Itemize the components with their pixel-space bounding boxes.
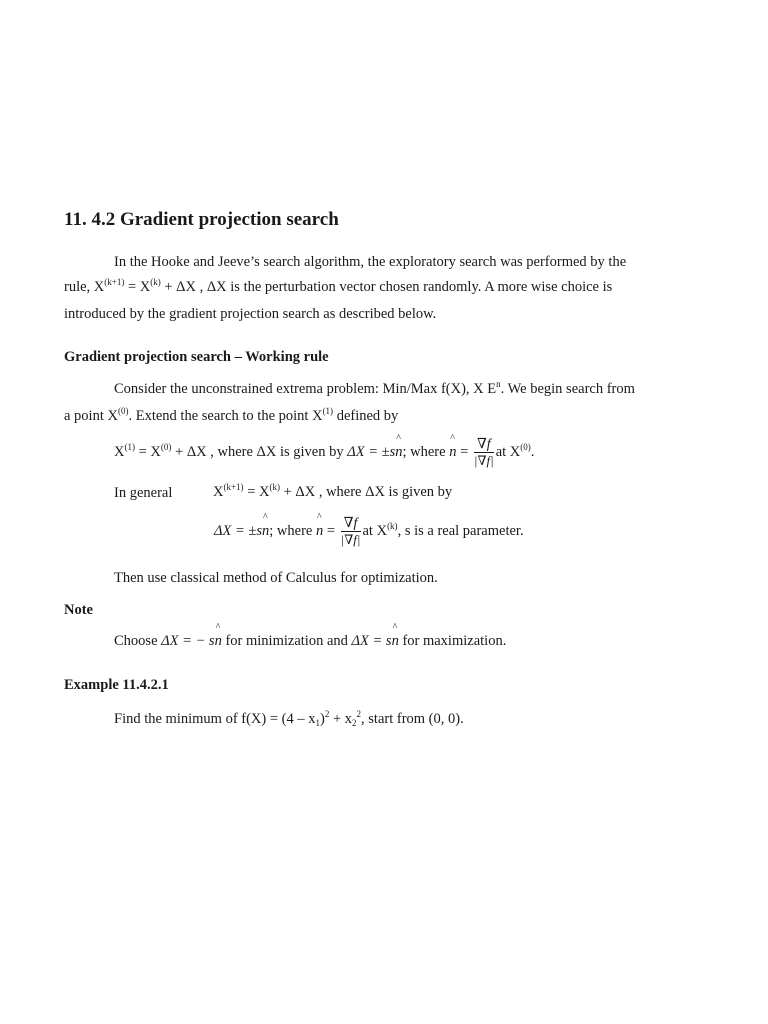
working-rule-line-2: a point $X^{(0)}$. Extend the search to the point $X^{(1)}$ defined by	[64, 406, 399, 424]
example-label: Example 11.4.2.1	[64, 677, 169, 693]
gradient-fraction: $\frac{\nabla f}{|\nabla f|}$	[473, 437, 494, 468]
n-hat-symbol: ^ n	[392, 633, 399, 650]
equation-2: $X^{(k+1)} = X^{(k)} + \Delta X$ , where ΔX is given by	[213, 482, 453, 500]
n-hat-symbol: ^ n	[449, 444, 456, 461]
intro-line-2: rule, $X^{(k+1)} = X^{(k)} + \Delta X$ , ΔX is the perturbation vector chosen randomly. A more wise choice is	[64, 277, 613, 295]
n-hat-symbol: ^ n	[262, 523, 269, 540]
note-label: Note	[64, 602, 93, 618]
intro-line-1: In the Hooke and Jeeve’s search algorithm, the exploratory search was performed by the	[114, 254, 627, 270]
example-text: Find the minimum of $f(X) = (4 - x_1)^2 + x_2^2$, start from (0, 0).	[114, 709, 464, 728]
note-line: Choose ΔX = − s^ n for minimization and ΔX = s^ n for maximization.	[114, 633, 506, 650]
then-line: Then use classical method of Calculus for optimization.	[114, 570, 438, 586]
equation-1: $X^{(1)} = X^{(0)} + \Delta X$ , where ΔX is given by ΔX = ±s^ n; where ^ n = $\frac{\nabla f}{|\nabla f|}$ at $X^{(0)}$.	[114, 437, 534, 468]
intro-line-3: introduced by the gradient projection search as described below.	[64, 306, 437, 322]
general-label: In general	[114, 485, 173, 501]
equation-3: ΔX = ±s^ n; where ^ n = $\frac{\nabla f}{|\nabla f|}$ at $X^{(k)}$, s is a real parameter.	[214, 516, 524, 547]
section-title: 11. 4.2 Gradient projection search	[64, 209, 339, 230]
working-rule-title: Gradient projection search – Working rule	[64, 349, 329, 365]
n-hat-symbol: ^ n	[316, 523, 323, 540]
n-hat-symbol: ^ n	[395, 444, 402, 461]
working-rule-line-1: Consider the unconstrained extrema problem: Min/Max f(X), X $E^n$. We begin search from	[114, 379, 635, 397]
n-hat-symbol: ^ n	[215, 633, 222, 650]
gradient-fraction: $\frac{\nabla f}{|\nabla f|}$	[340, 516, 361, 547]
